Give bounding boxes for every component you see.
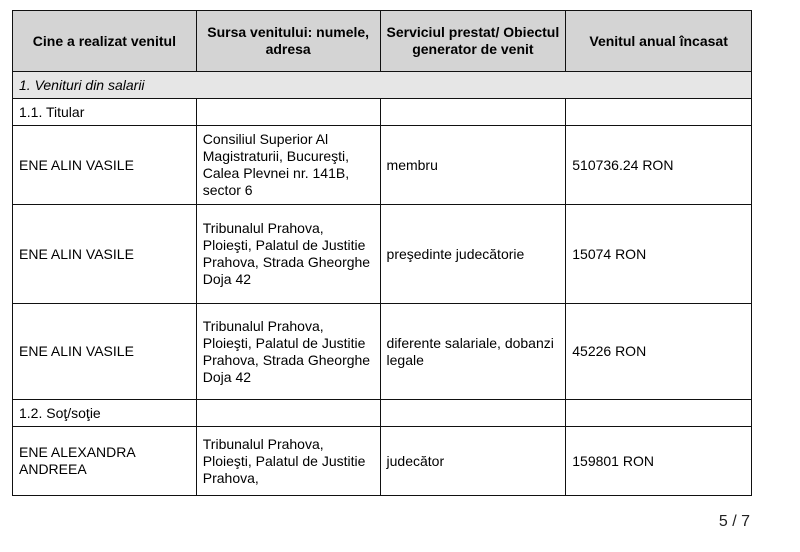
cell-who: ENE ALIN VASILE [13,205,197,304]
cell-income: 15074 RON [566,205,752,304]
section-title: 1. Venituri din salarii [13,72,752,99]
cell-service: membru [380,126,566,205]
table-row [13,126,752,205]
cell-source: Tribunalul Prahova, Ploieşti, Palatul de Justitie Prahova, Strada Gheorghe Doja 42 [196,304,380,400]
cell-income: 45226 RON [566,304,752,400]
table-row [13,304,752,400]
header-service: Serviciul prestat/ Obiectul generator de venit [380,11,566,72]
table-row [13,205,752,304]
header-row [13,11,752,72]
subsection-row [13,400,752,427]
cell-source: Tribunalul Prahova, Ploieşti, Palatul de Justitie Prahova, [196,427,380,496]
cell-source: Tribunalul Prahova, Ploieşti, Palatul de Justitie Prahova, Strada Gheorghe Doja 42 [196,205,380,304]
subsection-titular: 1.1. Titular [13,99,197,126]
header-source: Sursa venitului: numele, adresa [196,11,380,72]
cell-income: 159801 RON [566,427,752,496]
section-row [13,72,752,99]
cell-source: Consiliul Superior Al Magistraturii, Bucureşti, Calea Plevnei nr. 141B, sector 6 [196,126,380,205]
subsection-row [13,99,752,126]
header-who: Cine a realizat venitul [13,11,197,72]
cell-service: diferente salariale, dobanzi legale [380,304,566,400]
subsection-spouse: 1.2. Soţ/soţie [13,400,197,427]
page-number: 5 / 7 [718,513,750,530]
header-income: Venitul anual încasat [566,11,752,72]
cell-service: judecător [380,427,566,496]
cell-who: ENE ALIN VASILE [13,304,197,400]
cell-who: ENE ALIN VASILE [13,126,197,205]
income-table [12,10,752,496]
table-row [13,427,752,496]
cell-service: preşedinte judecătorie [380,205,566,304]
cell-income: 510736.24 RON [566,126,752,205]
cell-who: ENE ALEXANDRA ANDREEA [13,427,197,496]
